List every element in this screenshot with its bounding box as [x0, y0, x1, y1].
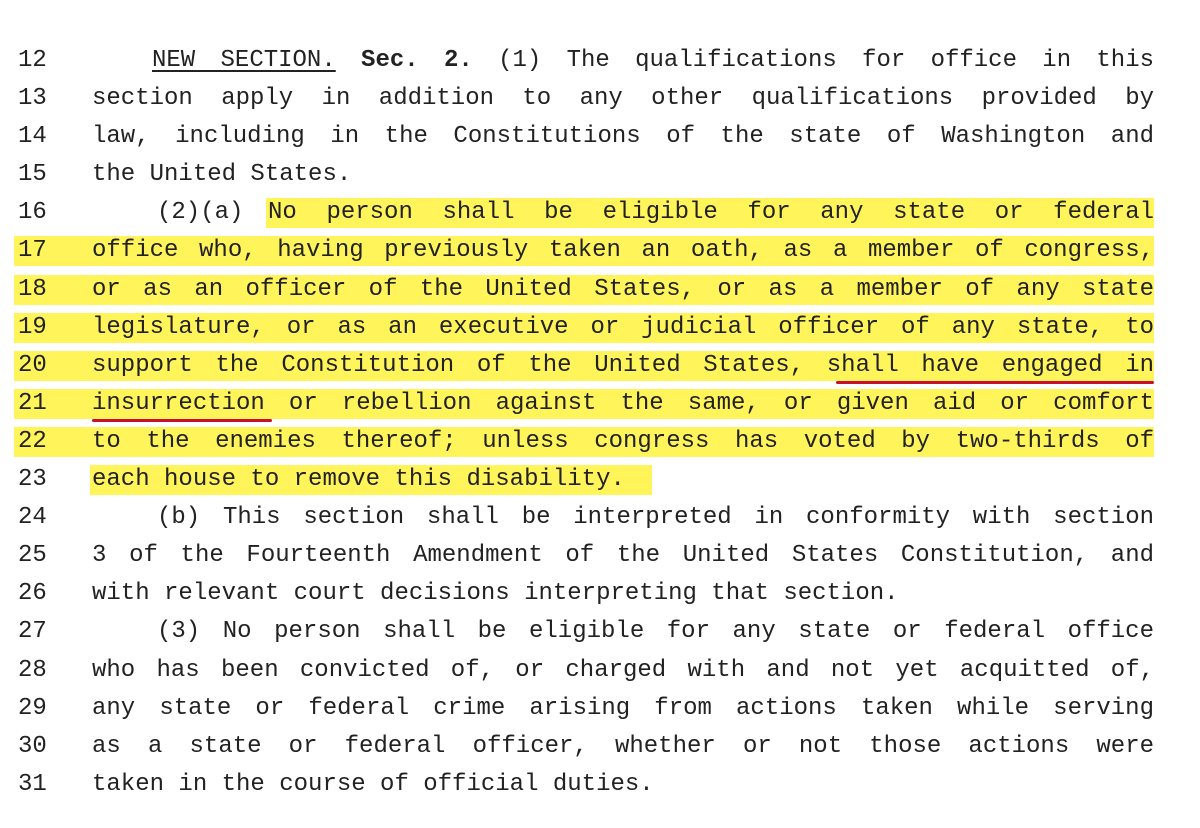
line-number: 23	[18, 466, 47, 494]
line-number: 14	[18, 123, 47, 151]
line-text: office who, having previously taken an oath, as a member of congress,	[92, 237, 1154, 265]
bill-line	[0, 42, 1200, 80]
line-text: as a state or federal officer, whether or not those actions were	[92, 732, 1154, 760]
line-number: 13	[18, 85, 47, 113]
line-number: 30	[18, 732, 47, 760]
line-text: (3) No person shall be eligible for any state or federal office	[157, 618, 1154, 646]
line-text: to the enemies thereof; unless congress has voted by two-thirds of	[92, 427, 1154, 455]
bill-line	[0, 309, 1200, 347]
bill-line	[0, 156, 1200, 194]
bill-line	[0, 118, 1200, 156]
line-text: (b) This section shall be interpreted in conformity with section	[157, 504, 1154, 532]
line-number: 29	[18, 694, 47, 722]
line-number: 25	[18, 542, 47, 570]
line-text-rest: (1) The qualifications for office in this	[498, 47, 1155, 74]
line-text	[152, 42, 1154, 80]
line-number: 20	[18, 351, 47, 379]
bill-line	[0, 194, 1200, 232]
bill-line	[0, 80, 1200, 118]
line-text: the United States.	[92, 161, 352, 189]
line-number: 16	[18, 199, 47, 227]
line-number: 26	[18, 580, 47, 608]
line-text: each house to remove this disability.	[92, 466, 625, 494]
red-annotation-underline	[836, 381, 1154, 384]
line-text: 3 of the Fourteenth Amendment of the United States Constitution, and	[92, 542, 1154, 570]
line-text: or as an officer of the United States, or as a member of any state	[92, 275, 1154, 303]
line-text: taken in the course of official duties.	[92, 770, 654, 798]
bill-line	[0, 690, 1200, 728]
line-text: insurrection or rebellion against the same, or given aid or comfort	[92, 389, 1154, 417]
line-text: support the Constitution of the United States, shall have engaged in	[92, 351, 1154, 379]
bill-line	[0, 461, 1200, 499]
new-section-heading: NEW SECTION.	[152, 47, 336, 74]
red-annotation-underline	[92, 419, 272, 422]
line-text: No person shall be eligible for any state or federal	[268, 199, 1154, 227]
bill-line	[0, 766, 1200, 804]
section-number: Sec. 2.	[361, 47, 473, 74]
bill-line	[0, 232, 1200, 270]
line-number: 22	[18, 427, 47, 455]
line-number: 18	[18, 275, 47, 303]
bill-line	[0, 423, 1200, 461]
line-number: 27	[18, 618, 47, 646]
bill-line	[0, 728, 1200, 766]
line-number: 31	[18, 770, 47, 798]
bill-line	[0, 537, 1200, 575]
line-number: 12	[18, 47, 47, 74]
bill-line	[0, 271, 1200, 309]
line-text: section apply in addition to any other qualifications provided by	[92, 85, 1154, 113]
subsection-lead: (2)(a)	[157, 199, 244, 227]
line-number: 21	[18, 389, 47, 417]
line-number: 28	[18, 656, 47, 684]
line-number: 19	[18, 313, 47, 341]
line-text: any state or federal crime arising from actions taken while serving	[92, 694, 1154, 722]
bill-line	[0, 652, 1200, 690]
bill-line	[0, 385, 1200, 423]
bill-line	[0, 347, 1200, 385]
line-number: 15	[18, 161, 47, 189]
line-text: with relevant court decisions interpreting that section.	[92, 580, 899, 608]
line-number: 24	[18, 504, 47, 532]
bill-line	[0, 613, 1200, 651]
bill-line	[0, 499, 1200, 537]
bill-page	[0, 42, 1200, 804]
line-text: law, including in the Constitutions of the state of Washington and	[92, 123, 1154, 151]
line-number: 17	[18, 237, 47, 265]
line-text: legislature, or as an executive or judicial officer of any state, to	[92, 313, 1154, 341]
line-text: who has been convicted of, or charged with and not yet acquitted of,	[92, 656, 1154, 684]
bill-line	[0, 575, 1200, 613]
